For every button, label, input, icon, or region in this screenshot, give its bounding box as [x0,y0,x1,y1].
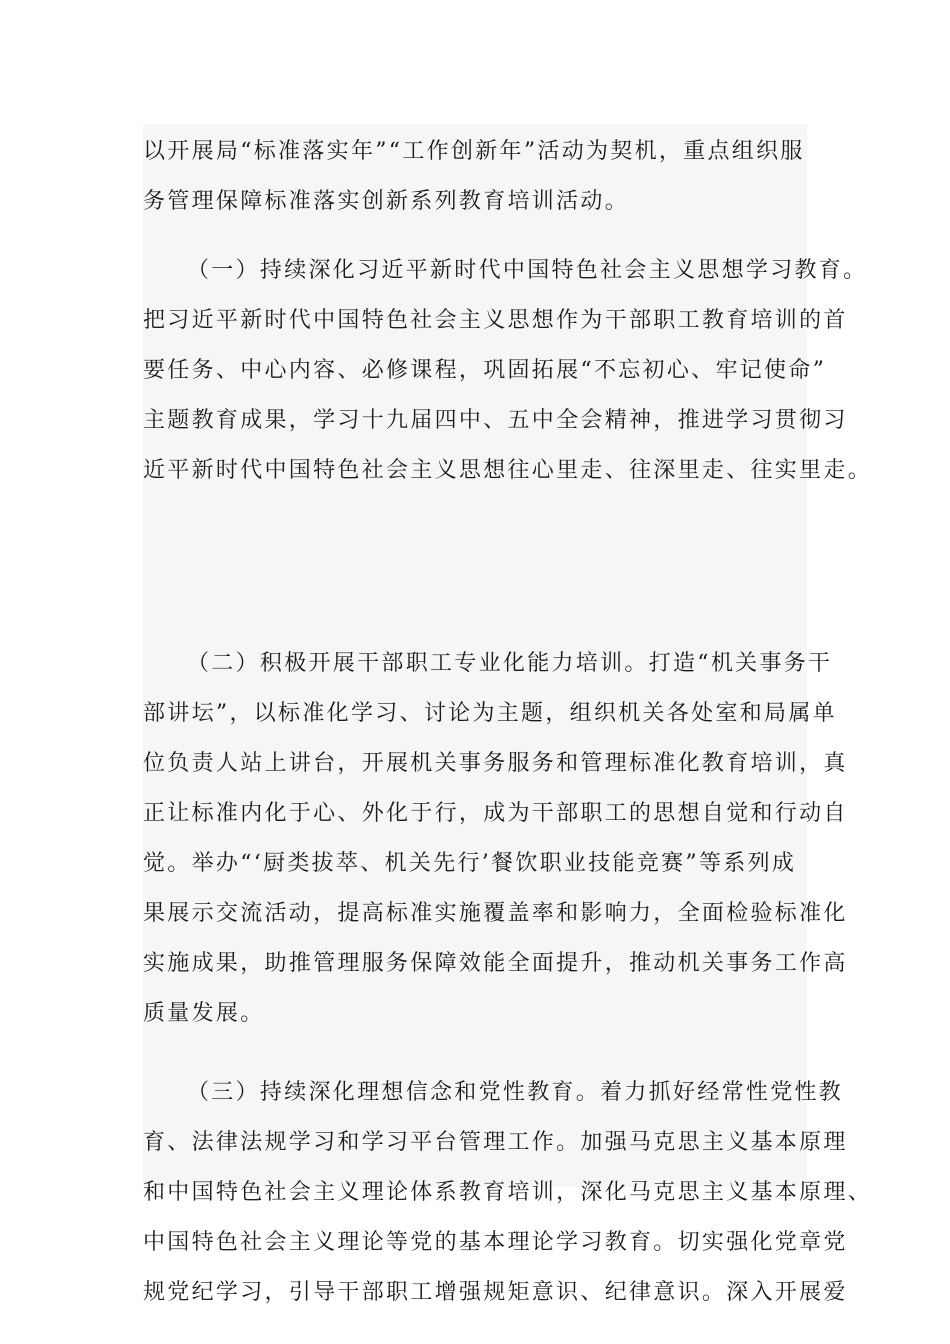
section-heading-line: （三）持续深化理想信念和党性教育。着力抓好经常性党性教 [187,1080,844,1105]
text-line: 规党纪学习，引导干部职工增强规矩意识、纪律意识。深入开展爱 [143,1280,848,1305]
text-line: 把习近平新时代中国特色社会主义思想作为干部职工教育培训的首 [143,308,848,333]
text-line: 要任务、中心内容、必修课程，巩固拓展“不忘初心、牢记使命” [143,358,827,383]
text-line: 和中国特色社会主义理论体系教育培训，深化马克思主义基本原理、 [143,1180,873,1205]
section-heading-line: （一）持续深化习近平新时代中国特色社会主义思想学习教育。 [187,258,868,283]
text-line: 正让标准内化于心、外化于行，成为干部职工的思想自觉和行动自 [143,801,848,826]
text-line: 实施成果，助推管理服务保障效能全面提升，推动机关事务工作高 [143,951,848,976]
text-line: 位负责人站上讲台，开展机关事务服务和管理标准化教育培训，真 [143,751,848,776]
paragraph-intro [143,127,833,227]
text-line: 育、法律法规学习和学习平台管理工作。加强马克思主义基本原理 [143,1130,848,1155]
text-line: 质量发展。 [143,1001,265,1026]
document-body [143,124,873,1305]
paragraph-section-2 [143,639,848,1039]
paragraph-section-1 [143,246,873,496]
text-line: 务管理保障标准落实创新系列教育培训活动。 [143,189,630,214]
text-line: 果展示交流活动，提高标准实施覆盖率和影响力，全面检验标准化 [143,901,848,926]
section-heading-line: （二）积极开展干部职工专业化能力培训。打造“机关事务干 [187,651,833,676]
text-line: 以开展局“标准落实年”“工作创新年”活动为契机，重点组织服 [143,139,805,164]
text-line: 部讲坛”，以标准化学习、讨论为主题，组织机关各处室和局属单 [143,701,837,726]
text-line: 觉。举办“‘厨类拔萃、机关先行’餐饮职业技能竞赛”等系列成 [143,851,797,876]
paragraph-section-3 [143,1068,873,1318]
text-line: 近平新时代中国特色社会主义思想往心里走、往深里走、往实里走。 [143,458,873,483]
text-line: 中国特色社会主义理论等党的基本理论学习教育。切实强化党章党 [143,1230,848,1255]
text-line: 主题教育成果，学习十九届四中、五中全会精神，推进学习贯彻习 [143,408,848,433]
